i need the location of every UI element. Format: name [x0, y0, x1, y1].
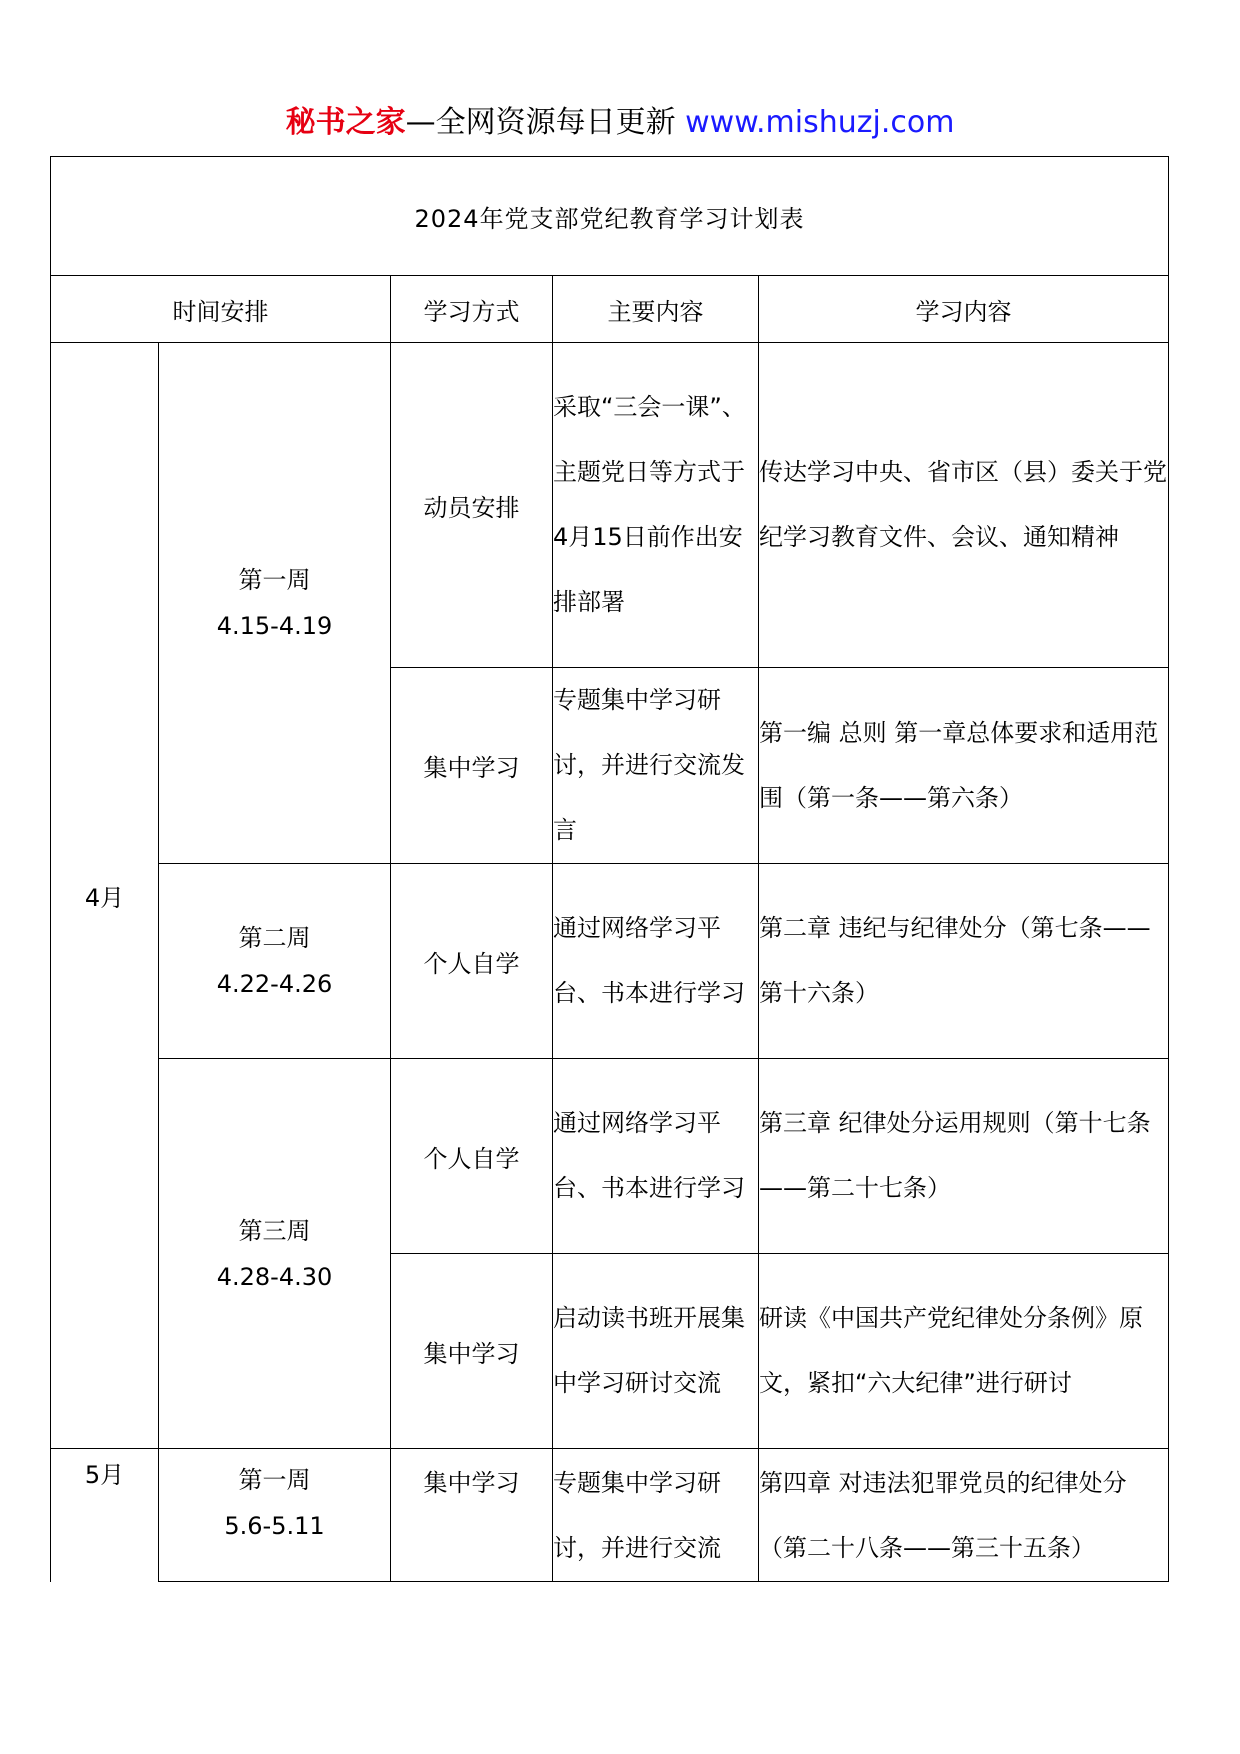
week-cell — [159, 1059, 391, 1449]
study-content-cell: 第三章 纪律处分运用规则（第十七条——第二十七条） — [759, 1059, 1169, 1254]
week-name: 第三周 — [238, 1216, 311, 1245]
month-cell-may — [51, 1449, 159, 1582]
week-range: 5.6-5.11 — [224, 1512, 325, 1540]
brand-name: 秘书之家 — [285, 105, 406, 140]
col-header-content: 学习内容 — [759, 276, 1169, 343]
method-cell: 集中学习 — [391, 668, 553, 864]
main-content-cell: 通过网络学习平台、书本进行学习 — [553, 864, 759, 1059]
month-label: 4月 — [84, 884, 125, 912]
week-range: 4.22-4.26 — [216, 970, 333, 998]
main-content-cell: 采取“三会一课”、主题党日等方式于4月15日前作出安排部署 — [553, 343, 759, 668]
method-cell: 个人自学 — [391, 1059, 553, 1254]
method-cell: 集中学习 — [391, 1254, 553, 1449]
study-content-cell: 第二章 违纪与纪律处分（第七条——第十六条） — [759, 864, 1169, 1059]
main-content-cell: 通过网络学习平台、书本进行学习 — [553, 1059, 759, 1254]
week-range: 4.15-4.19 — [216, 612, 333, 640]
week-name: 第二周 — [238, 924, 311, 952]
main-content-cell: 专题集中学习研讨，并进行交流发言 — [553, 668, 759, 864]
table-header-row — [51, 276, 1169, 343]
site-url[interactable]: www.mishuzj.com — [685, 105, 955, 140]
study-content-cell: 传达学习中央、省市区（县）委关于党纪学习教育文件、会议、通知精神 — [759, 343, 1169, 668]
col-header-time: 时间安排 — [51, 276, 391, 343]
week-cell — [159, 1449, 391, 1582]
method-cell: 个人自学 — [391, 864, 553, 1059]
method-cell: 集中学习 — [391, 1449, 553, 1582]
col-header-method: 学习方式 — [391, 276, 553, 343]
study-content-cell: 第一编 总则 第一章总体要求和适用范围（第一条——第六条） — [759, 668, 1169, 864]
month-cell-april — [51, 343, 159, 1449]
week-cell — [159, 864, 391, 1059]
table-row — [51, 1449, 1169, 1582]
month-label: 5月 — [84, 1461, 125, 1489]
document-title: 2024年党支部党纪教育学习计划表 — [51, 157, 1169, 276]
week-name: 第一周 — [238, 566, 311, 594]
week-cell — [159, 343, 391, 864]
table-row — [51, 1059, 1169, 1254]
page-header — [0, 103, 1240, 143]
method-cell: 动员安排 — [391, 343, 553, 668]
week-name: 第一周 — [238, 1466, 311, 1494]
study-plan-table — [50, 156, 1169, 1582]
table-row — [51, 343, 1169, 668]
week-range: 4.28-4.30 — [216, 1262, 333, 1291]
main-content-cell: 专题集中学习研讨，并进行交流 — [553, 1449, 759, 1582]
study-content-cell: 研读《中国共产党纪律处分条例》原文，紧扣“六大纪律”进行研讨 — [759, 1254, 1169, 1449]
main-content-cell: 启动读书班开展集中学习研讨交流 — [553, 1254, 759, 1449]
table-row — [51, 864, 1169, 1059]
col-header-main: 主要内容 — [553, 276, 759, 343]
header-tagline: —全网资源每日更新 — [405, 105, 676, 140]
study-content-cell: 第四章 对违法犯罪党员的纪律处分（第二十八条——第三十五条） — [759, 1449, 1169, 1582]
